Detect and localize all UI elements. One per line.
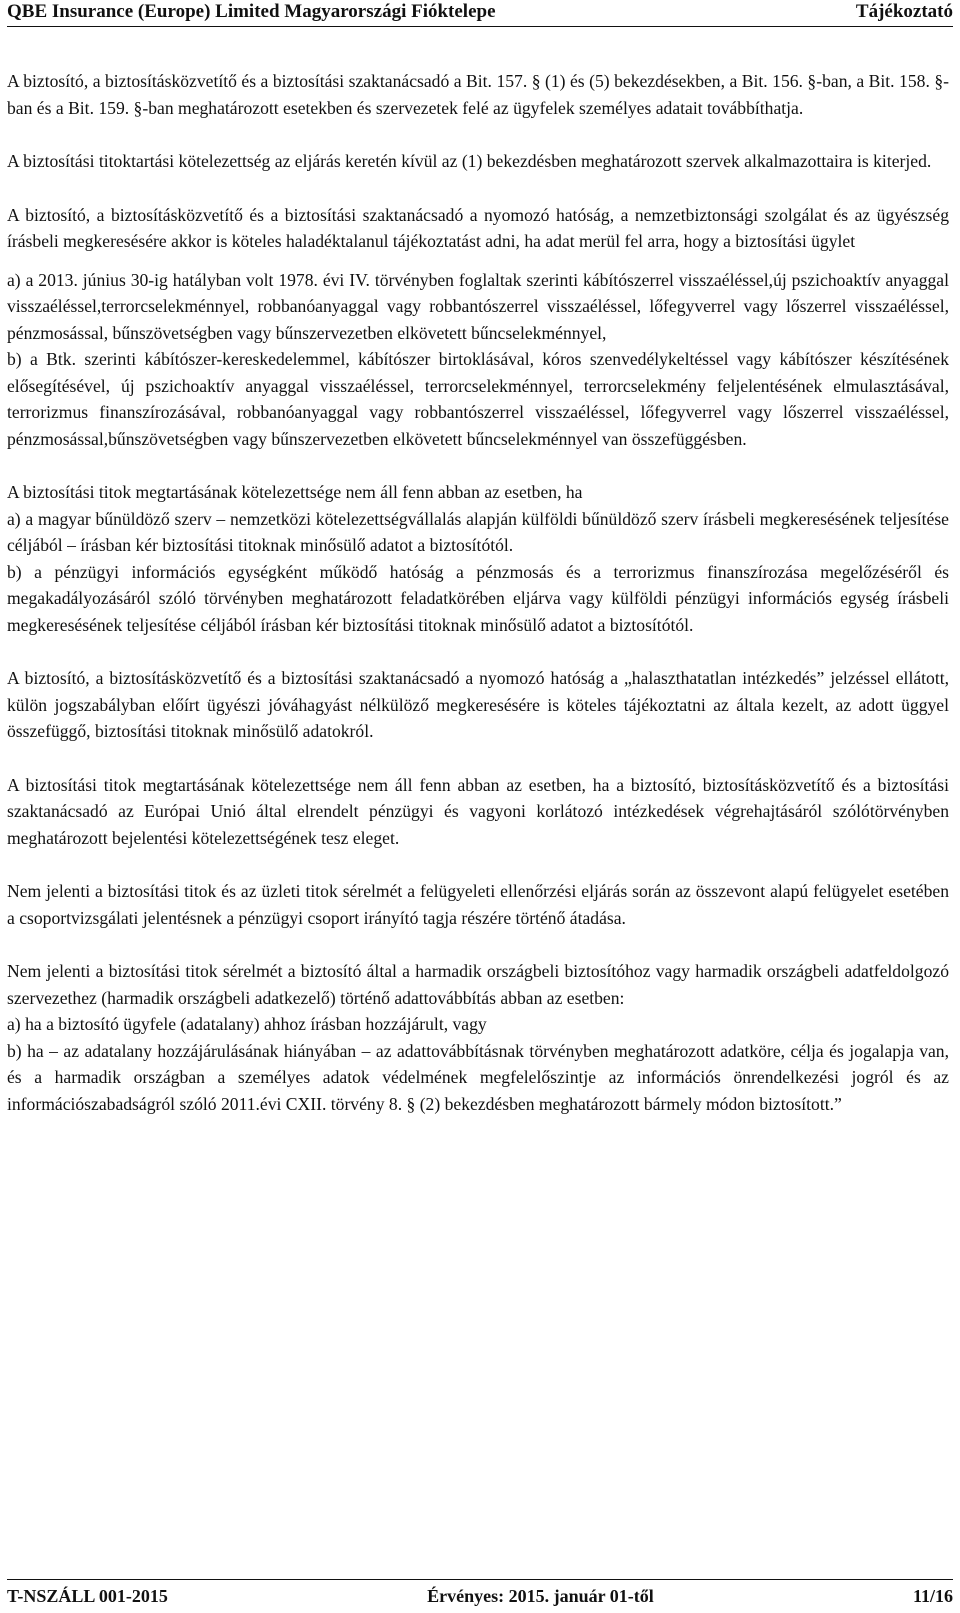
list-item: a) a 2013. június 30-ig hatályban volt 1978. évi IV. törvényben foglaltak szerinti kábítószerrel visszaéléssel,új pszichoaktív anyaggal visszaéléssel,terrorcselekménnyel, robbanóanyaggal vagy robbantószerrel visszaéléssel, lőfegyverrel vagy lőszerrel visszaéléssel, pénzmosással, bűnszövetségben vagy bűnszervezetben elkövetett bűncselekménnyel, xyxy=(7,269,949,343)
list-item: a) a magyar bűnüldöző szerv – nemzetközi kötelezettségvállalás alapján külföldi bűnüldöző szerv írásbeli megkeresésének teljesítése céljából – írásban kér biztosítási titoknak minősülő adatot a biztosítótól. xyxy=(7,508,949,555)
paragraph: A biztosítási titoktartási kötelezettség az eljárás keretén kívül az (1) bekezdésben meghatározott szervek alkalmazottaira is kiterjed. xyxy=(7,151,932,171)
header-doc-type: Tájékoztató xyxy=(855,1,953,22)
header-company: QBE Insurance (Europe) Limited Magyarországi Fióktelepe xyxy=(7,1,496,22)
paragraph: A biztosítási titok megtartásának kötelezettsége nem áll fenn abban az esetben, ha a biztosító, biztosításközvetítő és a biztosítási szaktanácsadó az Európai Unió által elrendelt pénzügyi és vagyoni korlátozó intézkedések végrehajtásáról szólótörvényben meghatározott bejelentési kötelezettségének tesz eleget. xyxy=(7,774,949,848)
header-divider xyxy=(7,26,953,27)
page-footer xyxy=(7,1584,953,1610)
footer-page-number: 11/16 xyxy=(912,1586,953,1606)
list-item: b) a Btk. szerinti kábítószer-kereskedelemmel, kábítószer birtoklásával, kóros szenvedélykeltéssel vagy kábítószer készítésének elősegítésével, új pszichoaktív anyaggal visszaéléssel, terrorcselekménnyel, terrorcselekmény feljelentésének elmulasztásával, terrorizmus finanszírozásával, robbanóanyaggal vagy robbantószerrel visszaéléssel, lőfegyverrel vagy lőszerrel visszaéléssel, pénzmosással,bűnszövetségben vagy bűnszervezetben elkövetett bűncselekménnyel van összefüggésben. xyxy=(7,349,949,449)
list-item: b) ha – az adatalany hozzájárulásának hiányában – az adattovábbításnak törvényben meghatározott adatköre, célja és jogalapja van, és a harmadik országban a személyes adatok védelmének megfelelőszintje az információs önrendelkezési jogról és az információszabadságról szóló 2011.évi CXII. törvény 8. § (2) bekezdésben meghatározott bármely módon biztosított.” xyxy=(7,1040,949,1114)
paragraph: Nem jelenti a biztosítási titok és az üzleti titok sérelmét a felügyeleti ellenőrzési eljárás során az összevont alapú felügyelet esetében a csoportvizsgálati jelentésnek a pénzügyi csoport irányító tagja részére történő átadása. xyxy=(7,881,949,928)
paragraph: A biztosító, a biztosításközvetítő és a biztosítási szaktanácsadó a nyomozó hatóság a „halaszthatatlan intézkedés” jelzéssel ellátott, külön jogszabályban előírt ügyészi jóváhagyást nélkülöző megkeresésére is köteles tájékoztatni az általa kezelt, az adott üggyel összefüggő, biztosítási titoknak minősülő adatokról. xyxy=(7,668,949,741)
footer-divider xyxy=(7,1579,953,1580)
list-item: a) ha a biztosító ügyfele (adatalany) ahhoz írásban hozzájárult, vagy xyxy=(7,1014,487,1034)
list-item: b) a pénzügyi információs egységként működő hatóság a pénzmosás és a terrorizmus finanszírozása megelőzéséről és megakadályozásáról szóló törvényben meghatározott feladatkörében eljárva vagy külföldi pénzügyi információs egység írásbeli megkeresésének teljesítése céljából írásban kér biztosítási titoknak minősülő adatot a biztosítótól. xyxy=(7,561,949,635)
paragraph: A biztosító, a biztosításközvetítő és a biztosítási szaktanácsadó a Bit. 157. § (1) és (5) bekezdésekben, a Bit. 156. §-ban, a Bit. 158. §-ban és a Bit. 159. §-ban meghatározott esetekben és szervezetek felé az ügyfelek személyes adatait továbbíthatja. xyxy=(7,71,949,118)
footer-doc-code: T-NSZÁLL 001-2015 xyxy=(7,1586,168,1606)
paragraph: A biztosítási titok megtartásának kötelezettsége nem áll fenn abban az esetben, ha xyxy=(7,482,583,502)
page-header xyxy=(7,0,953,26)
footer-validity: Érvényes: 2015. január 01-től xyxy=(427,1586,654,1606)
document-body xyxy=(7,68,949,1117)
paragraph: Nem jelenti a biztosítási titok sérelmét a biztosító által a harmadik országbeli biztosítóhoz vagy harmadik országbeli adatfeldolgozó szervezethez (harmadik országbeli adatkezelő) történő adattovábbítás abban az esetben: xyxy=(7,961,949,1008)
paragraph: A biztosító, a biztosításközvetítő és a biztosítási szaktanácsadó a nyomozó hatóság, a nemzetbiztonsági szolgálat és az ügyészség írásbeli megkeresésére akkor is köteles haladéktalanul tájékoztatást adni, ha adat merül fel arra, hogy a biztosítási ügylet xyxy=(7,204,949,251)
